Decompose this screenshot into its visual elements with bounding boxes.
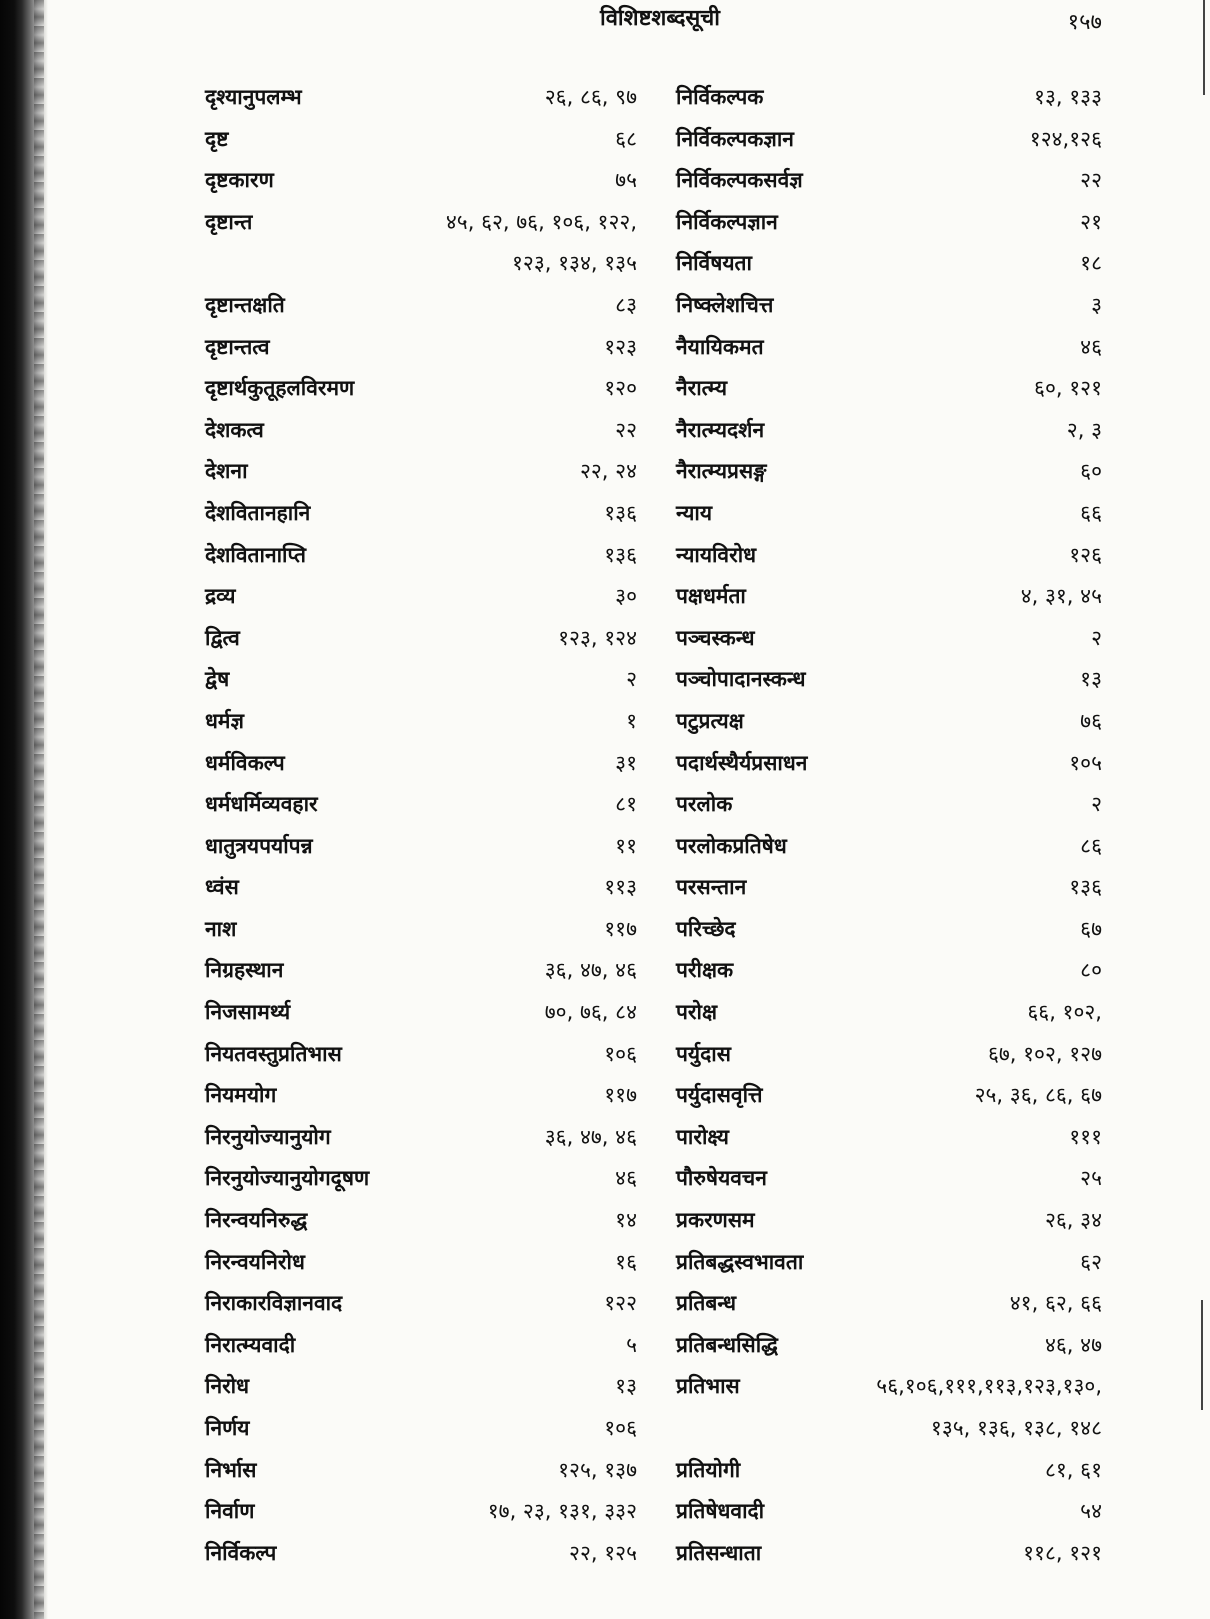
index-pages: ५४ [1080, 1499, 1102, 1524]
index-term: नैयायिकमत [676, 334, 764, 359]
index-pages: ३० [615, 584, 637, 609]
index-pages: ८१ [615, 792, 637, 817]
index-term: परलोक [676, 792, 733, 817]
index-pages: १२३, १२४ [558, 625, 637, 650]
index-pages: ४६, ४७ [1044, 1332, 1102, 1357]
index-pages: ११३ [604, 875, 637, 900]
index-term: निरात्म्यवादी [205, 1332, 296, 1357]
index-pages: १३ [615, 1374, 637, 1399]
index-entry [676, 618, 1102, 660]
index-entry [676, 1200, 1102, 1242]
index-pages: ५६,१०६,१११,११३,१२३,१३०, [876, 1374, 1102, 1399]
index-term: प्रतिबद्धस्वभावता [676, 1249, 804, 1274]
index-entry [205, 1200, 637, 1242]
index-pages: ७५ [615, 168, 637, 193]
index-pages: ४, ३१, ४५ [1020, 584, 1102, 609]
index-entry [676, 659, 1102, 701]
index-term: प्रकरणसम [676, 1208, 755, 1233]
index-entry [205, 1325, 637, 1367]
index-entry [676, 1450, 1102, 1492]
index-pages: ११८, १२१ [1023, 1540, 1102, 1565]
index-entry-continuation [205, 243, 637, 285]
index-entry [205, 1117, 637, 1159]
index-entry [205, 1491, 637, 1533]
index-term: निर्विकल्पक [676, 85, 764, 109]
index-term: निर्विकल्पकसर्वज्ञ [676, 168, 803, 193]
index-term: दृष्टान्तक्षति [205, 292, 285, 317]
index-term: पटुप्रत्यक्ष [676, 708, 744, 733]
index-term: परलोकप्रतिषेध [676, 833, 787, 858]
index-pages: २१ [1080, 209, 1102, 234]
index-term: परोक्ष [676, 1000, 718, 1025]
index-term: निरनुयोज्यानुयोगदूषण [205, 1166, 370, 1191]
index-term: परिच्छेद [676, 916, 736, 941]
index-pages: १६ [615, 1249, 637, 1274]
index-pages: १३६ [604, 500, 637, 525]
index-entry [205, 1408, 637, 1450]
index-pages: १८ [1080, 251, 1102, 276]
index-entry [676, 327, 1102, 369]
index-pages: १२६ [1069, 542, 1102, 567]
index-term: न्याय [676, 500, 712, 525]
index-entry [205, 410, 637, 452]
index-pages: १११ [1069, 1124, 1102, 1149]
index-entry [676, 1117, 1102, 1159]
index-term: प्रतिसन्धाता [676, 1540, 762, 1565]
index-pages: ११७ [604, 1083, 637, 1108]
index-entry [205, 285, 637, 327]
index-term: प्रतिबन्ध [676, 1291, 737, 1316]
index-entry [676, 493, 1102, 535]
index-entry [676, 1075, 1102, 1117]
index-pages: ४५, ६२, ७६, १०६, १२२, [445, 209, 637, 234]
index-term: पदार्थस्थैर्यप्रसाधन [676, 750, 808, 775]
book-binding-shadow [0, 0, 48, 1619]
index-pages: ६६, १०२, [1027, 1000, 1102, 1025]
index-pages: ६८ [615, 126, 637, 151]
index-entry [676, 1325, 1102, 1367]
index-term: निराकारविज्ञानवाद [205, 1291, 343, 1316]
index-term: परसन्तान [676, 875, 747, 900]
index-entry [676, 1491, 1102, 1533]
index-entry [205, 701, 637, 743]
index-term: देशवितानाप्ति [205, 542, 306, 567]
index-term: निरन्वयनिरुद्ध [205, 1208, 308, 1233]
index-entry [676, 202, 1102, 244]
index-term: निरन्वयनिरोध [205, 1249, 305, 1274]
index-entry [676, 77, 1102, 119]
index-entry [205, 1366, 637, 1408]
index-pages: १३६ [1069, 875, 1102, 900]
index-entry [205, 576, 637, 618]
index-term: नियतवस्तुप्रतिभास [205, 1041, 342, 1066]
index-term: पर्युदासवृत्ति [676, 1083, 763, 1108]
index-entry [205, 1242, 637, 1284]
index-entry [676, 867, 1102, 909]
index-pages: १३ [1080, 667, 1102, 692]
page-title: विशिष्टशब्दसूची [600, 6, 720, 31]
index-entry [205, 327, 637, 369]
index-entry [205, 950, 637, 992]
index-term: नैरात्म्य [676, 376, 728, 401]
index-term: निर्वाण [205, 1499, 255, 1524]
index-pages: १२४,१२६ [1029, 126, 1102, 151]
index-term: निजसामर्थ्य [205, 1000, 291, 1025]
index-pages: ३६, ४७, ४६ [544, 958, 637, 983]
index-term: देशकत्व [205, 417, 264, 442]
index-term: नैरात्म्यदर्शन [676, 417, 765, 442]
index-entry [676, 160, 1102, 202]
index-term: निर्भास [205, 1457, 257, 1482]
index-entry [205, 1075, 637, 1117]
index-pages: ३६, ४७, ४६ [544, 1124, 637, 1149]
index-entry [676, 285, 1102, 327]
index-entry [205, 909, 637, 951]
index-pages: १२३, १३४, १३५ [512, 251, 637, 276]
index-pages: १३, १३३ [1034, 85, 1102, 109]
index-entry [205, 1034, 637, 1076]
index-term: पञ्चोपादानस्कन्ध [676, 667, 806, 692]
index-pages: ६६ [1080, 500, 1102, 525]
index-term: निर्विकल्प [205, 1540, 277, 1565]
index-column-right [676, 77, 1102, 1574]
index-entry [205, 77, 637, 119]
index-entry [205, 992, 637, 1034]
index-term: न्यायविरोध [676, 542, 757, 567]
index-pages: २२ [1080, 168, 1102, 193]
index-pages: २ [626, 667, 637, 692]
index-pages: २५ [1080, 1166, 1102, 1191]
index-pages: २ [1091, 792, 1102, 817]
index-entry [676, 119, 1102, 161]
index-term: प्रतिषेधवादी [676, 1499, 765, 1524]
index-pages: ४१, ६२, ६६ [1009, 1291, 1102, 1316]
index-pages: २६, ३४ [1044, 1208, 1102, 1233]
index-pages: १०६ [604, 1416, 637, 1440]
index-pages: १३५, १३६, १३८, १४८ [930, 1416, 1102, 1440]
index-term: धर्मविकल्प [205, 750, 285, 775]
index-pages: ३ [1091, 292, 1102, 317]
index-entry [676, 992, 1102, 1034]
index-entry [205, 784, 637, 826]
index-pages: १२३ [604, 334, 637, 359]
index-term: दृष्ट [205, 126, 229, 151]
index-entry [676, 909, 1102, 951]
index-term: निरोध [205, 1374, 250, 1399]
index-term: निर्विकल्पकज्ञान [676, 126, 794, 151]
index-term: पञ्चस्कन्ध [676, 625, 755, 650]
index-column-left [205, 77, 637, 1574]
index-entry [676, 368, 1102, 410]
index-pages: ११७ [604, 916, 637, 941]
index-term: देशवितानहानि [205, 500, 311, 525]
index-term: प्रतियोगी [676, 1457, 741, 1482]
index-term: दृश्यानुपलम्भ [205, 85, 302, 109]
index-entry [205, 493, 637, 535]
page-number: १५७ [1067, 10, 1102, 35]
index-entry [676, 1366, 1102, 1408]
index-term: द्रव्य [205, 584, 236, 609]
index-pages: ८६ [1080, 833, 1102, 858]
index-term: दृष्टान्तत्व [205, 334, 270, 359]
index-term: निर्विकल्पज्ञान [676, 209, 778, 234]
index-pages: ६०, १२१ [1034, 376, 1102, 401]
index-entry [205, 368, 637, 410]
index-pages: ३१ [615, 750, 637, 775]
index-pages: ८० [1080, 958, 1102, 983]
index-term: प्रतिभास [676, 1374, 740, 1399]
index-pages: ७६ [1080, 708, 1102, 733]
index-pages: १२२ [604, 1291, 637, 1316]
index-entry [676, 1533, 1102, 1575]
index-term: नियमयोग [205, 1083, 277, 1108]
index-term: दृष्टार्थकुतूहलविरमण [205, 376, 355, 401]
index-term: पौरुषेयवचन [676, 1166, 767, 1191]
page-edge-mark-top [1203, 0, 1205, 95]
index-entry [676, 1034, 1102, 1076]
index-term: परीक्षक [676, 958, 734, 983]
index-term: दृष्टकारण [205, 168, 274, 193]
index-pages: ११ [615, 833, 637, 858]
index-entry [205, 119, 637, 161]
index-term: पर्युदास [676, 1041, 731, 1066]
index-pages: २२, १२५ [569, 1540, 637, 1565]
index-pages: ८३ [615, 292, 637, 317]
index-entry [676, 826, 1102, 868]
index-pages: ४६ [615, 1166, 637, 1191]
index-pages: २२, २४ [579, 459, 637, 484]
index-pages: ४६ [1080, 334, 1102, 359]
index-entry [205, 826, 637, 868]
index-pages: ६२ [1080, 1249, 1102, 1274]
index-entry [676, 535, 1102, 577]
index-pages: १०६ [604, 1041, 637, 1066]
index-term: धर्मज्ञ [205, 708, 244, 733]
index-entry [205, 1158, 637, 1200]
index-entry [205, 202, 637, 244]
index-entry [676, 576, 1102, 618]
index-pages: १३६ [604, 542, 637, 567]
index-term: नैरात्म्यप्रसङ्ग [676, 459, 767, 484]
index-entry [205, 659, 637, 701]
index-term: निरनुयोज्यानुयोग [205, 1124, 331, 1149]
index-entry [205, 618, 637, 660]
index-term: निष्क्लेशचित्त [676, 292, 774, 317]
index-pages: ६७ [1080, 916, 1102, 941]
index-entry [676, 1158, 1102, 1200]
index-term: प्रतिबन्धसिद्धि [676, 1332, 778, 1357]
index-pages: १४ [615, 1208, 637, 1233]
index-entry [676, 410, 1102, 452]
page-edge-mark-bottom [1201, 1300, 1203, 1410]
index-term: निग्रहस्थान [205, 958, 284, 983]
index-term: द्वेष [205, 667, 230, 692]
index-entry [676, 784, 1102, 826]
index-entry [205, 535, 637, 577]
index-term: द्वित्व [205, 625, 240, 650]
index-pages: ८१, ६१ [1044, 1457, 1102, 1482]
index-entry-continuation [676, 1408, 1102, 1450]
index-pages: २५, ३६, ८६, ६७ [974, 1083, 1102, 1108]
index-term: निर्विषयता [676, 251, 752, 276]
index-entry [676, 243, 1102, 285]
index-entry [205, 743, 637, 785]
index-term: दृष्टान्त [205, 209, 253, 234]
index-entry [205, 160, 637, 202]
index-entry [205, 867, 637, 909]
index-pages: १ [626, 708, 637, 733]
index-entry [676, 701, 1102, 743]
index-entry [205, 1283, 637, 1325]
index-entry [676, 950, 1102, 992]
index-pages: ६० [1080, 459, 1102, 484]
index-term: निर्णय [205, 1416, 250, 1440]
index-entry [205, 1450, 637, 1492]
index-pages: २ [1091, 625, 1102, 650]
index-pages: २२ [615, 417, 637, 442]
index-pages: ७०, ७६, ८४ [544, 1000, 637, 1025]
index-pages: ६७, १०२, १२७ [987, 1041, 1102, 1066]
index-term: धातुत्रयपर्यापन्न [205, 833, 313, 858]
index-entry [205, 451, 637, 493]
index-term: ध्वंस [205, 875, 239, 900]
index-pages: १७, २३, १३१, ३३२ [487, 1499, 637, 1524]
index-term: नाश [205, 916, 237, 941]
index-entry [676, 1242, 1102, 1284]
index-pages: २६, ८६, ९७ [544, 85, 637, 109]
index-pages: ५ [626, 1332, 637, 1357]
index-pages: १२० [604, 376, 637, 401]
index-term: पक्षधर्मता [676, 584, 746, 609]
index-term: देशना [205, 459, 248, 484]
index-entry [676, 743, 1102, 785]
index-pages: १०५ [1069, 750, 1102, 775]
index-term: धर्मधर्मिव्यवहार [205, 792, 318, 817]
index-pages: २, ३ [1066, 417, 1102, 442]
index-entry [676, 451, 1102, 493]
index-pages: १२५, १३७ [558, 1457, 637, 1482]
index-entry [676, 1283, 1102, 1325]
index-term: पारोक्ष्य [676, 1124, 729, 1149]
index-entry [205, 1533, 637, 1575]
